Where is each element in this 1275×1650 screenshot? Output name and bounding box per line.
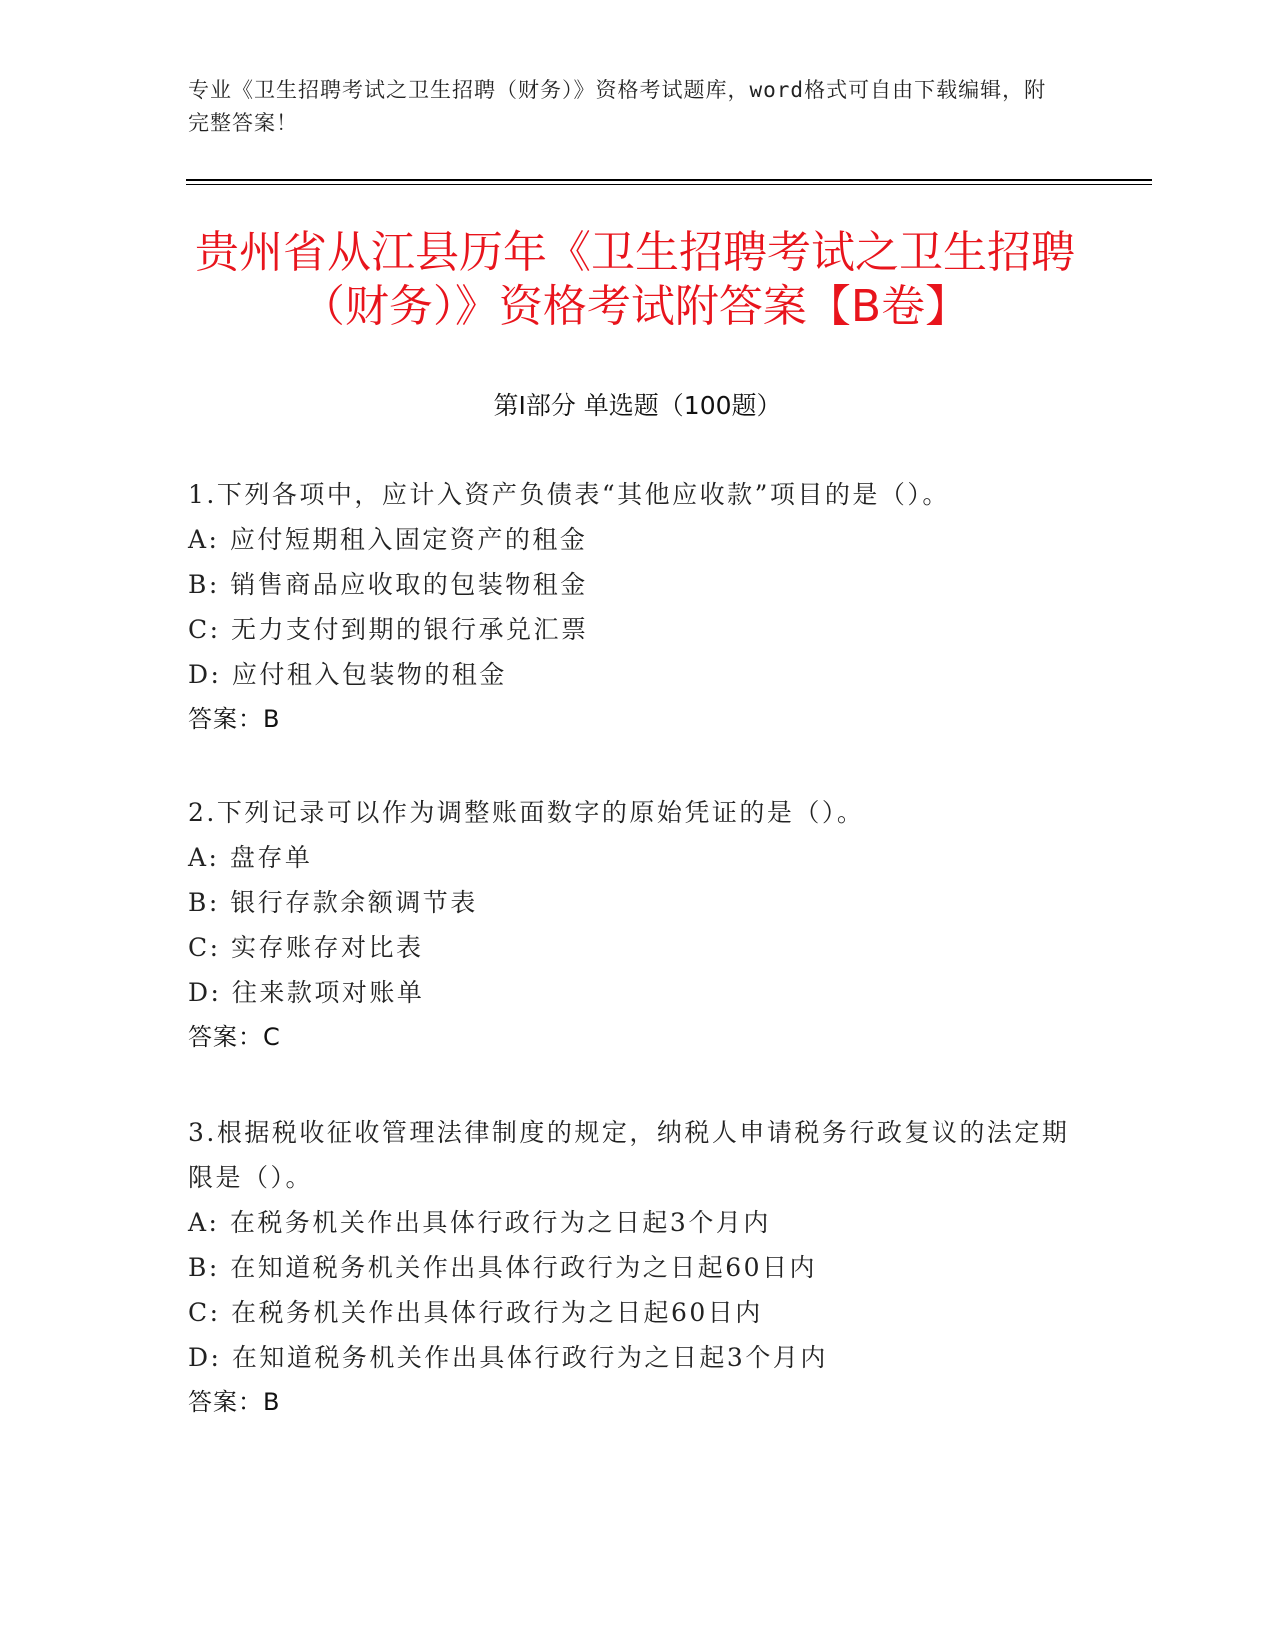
option-b: B: 销售商品应收取的包装物租金 xyxy=(188,570,588,599)
answer: 答案：B xyxy=(188,705,281,733)
answer: 答案：C xyxy=(188,1023,281,1051)
question-stem: 1.下列各项中，应计入资产负债表“其他应收款”项目的是（）。 xyxy=(188,480,950,509)
option-b: B: 银行存款余额调节表 xyxy=(188,888,478,917)
document-title: 贵州省从江县历年《卫生招聘考试之卫生招聘（财务）》资格考试附答案【B卷】 xyxy=(195,227,1075,332)
question-2 xyxy=(188,790,1088,1060)
question-stem: 2.下列记录可以作为调整账面数字的原始凭证的是（）。 xyxy=(188,798,865,827)
header-divider-thick xyxy=(186,179,1152,181)
option-a: A: 应付短期租入固定资产的租金 xyxy=(188,525,588,554)
option-c: C: 实存账存对比表 xyxy=(188,933,424,962)
option-c: C: 在税务机关作出具体行政行为之日起60日内 xyxy=(188,1298,763,1327)
question-1 xyxy=(188,472,1088,742)
option-b: B: 在知道税务机关作出具体行政行为之日起60日内 xyxy=(188,1253,818,1282)
option-a: A: 盘存单 xyxy=(188,843,313,872)
question-stem: 3.根据税收征收管理法律制度的规定，纳税人申请税务行政复议的法定期限是（）。 xyxy=(188,1118,1070,1192)
question-3 xyxy=(188,1110,1088,1425)
header-divider-thin xyxy=(186,184,1152,185)
header-note: 专业《卫生招聘考试之卫生招聘（财务）》资格考试题库，word格式可自由下载编辑，附完整答案！ xyxy=(188,78,1047,135)
option-c: C: 无力支付到期的银行承兑汇票 xyxy=(188,615,589,644)
option-d: D: 在知道税务机关作出具体行政行为之日起3个月内 xyxy=(188,1343,828,1372)
option-d: D: 应付租入包装物的租金 xyxy=(188,660,507,689)
answer: 答案：B xyxy=(188,1388,281,1416)
option-d: D: 往来款项对账单 xyxy=(188,978,425,1007)
option-a: A: 在税务机关作出具体行政行为之日起3个月内 xyxy=(188,1208,771,1237)
section-heading: 第I部分 单选题（100题） xyxy=(493,391,782,420)
